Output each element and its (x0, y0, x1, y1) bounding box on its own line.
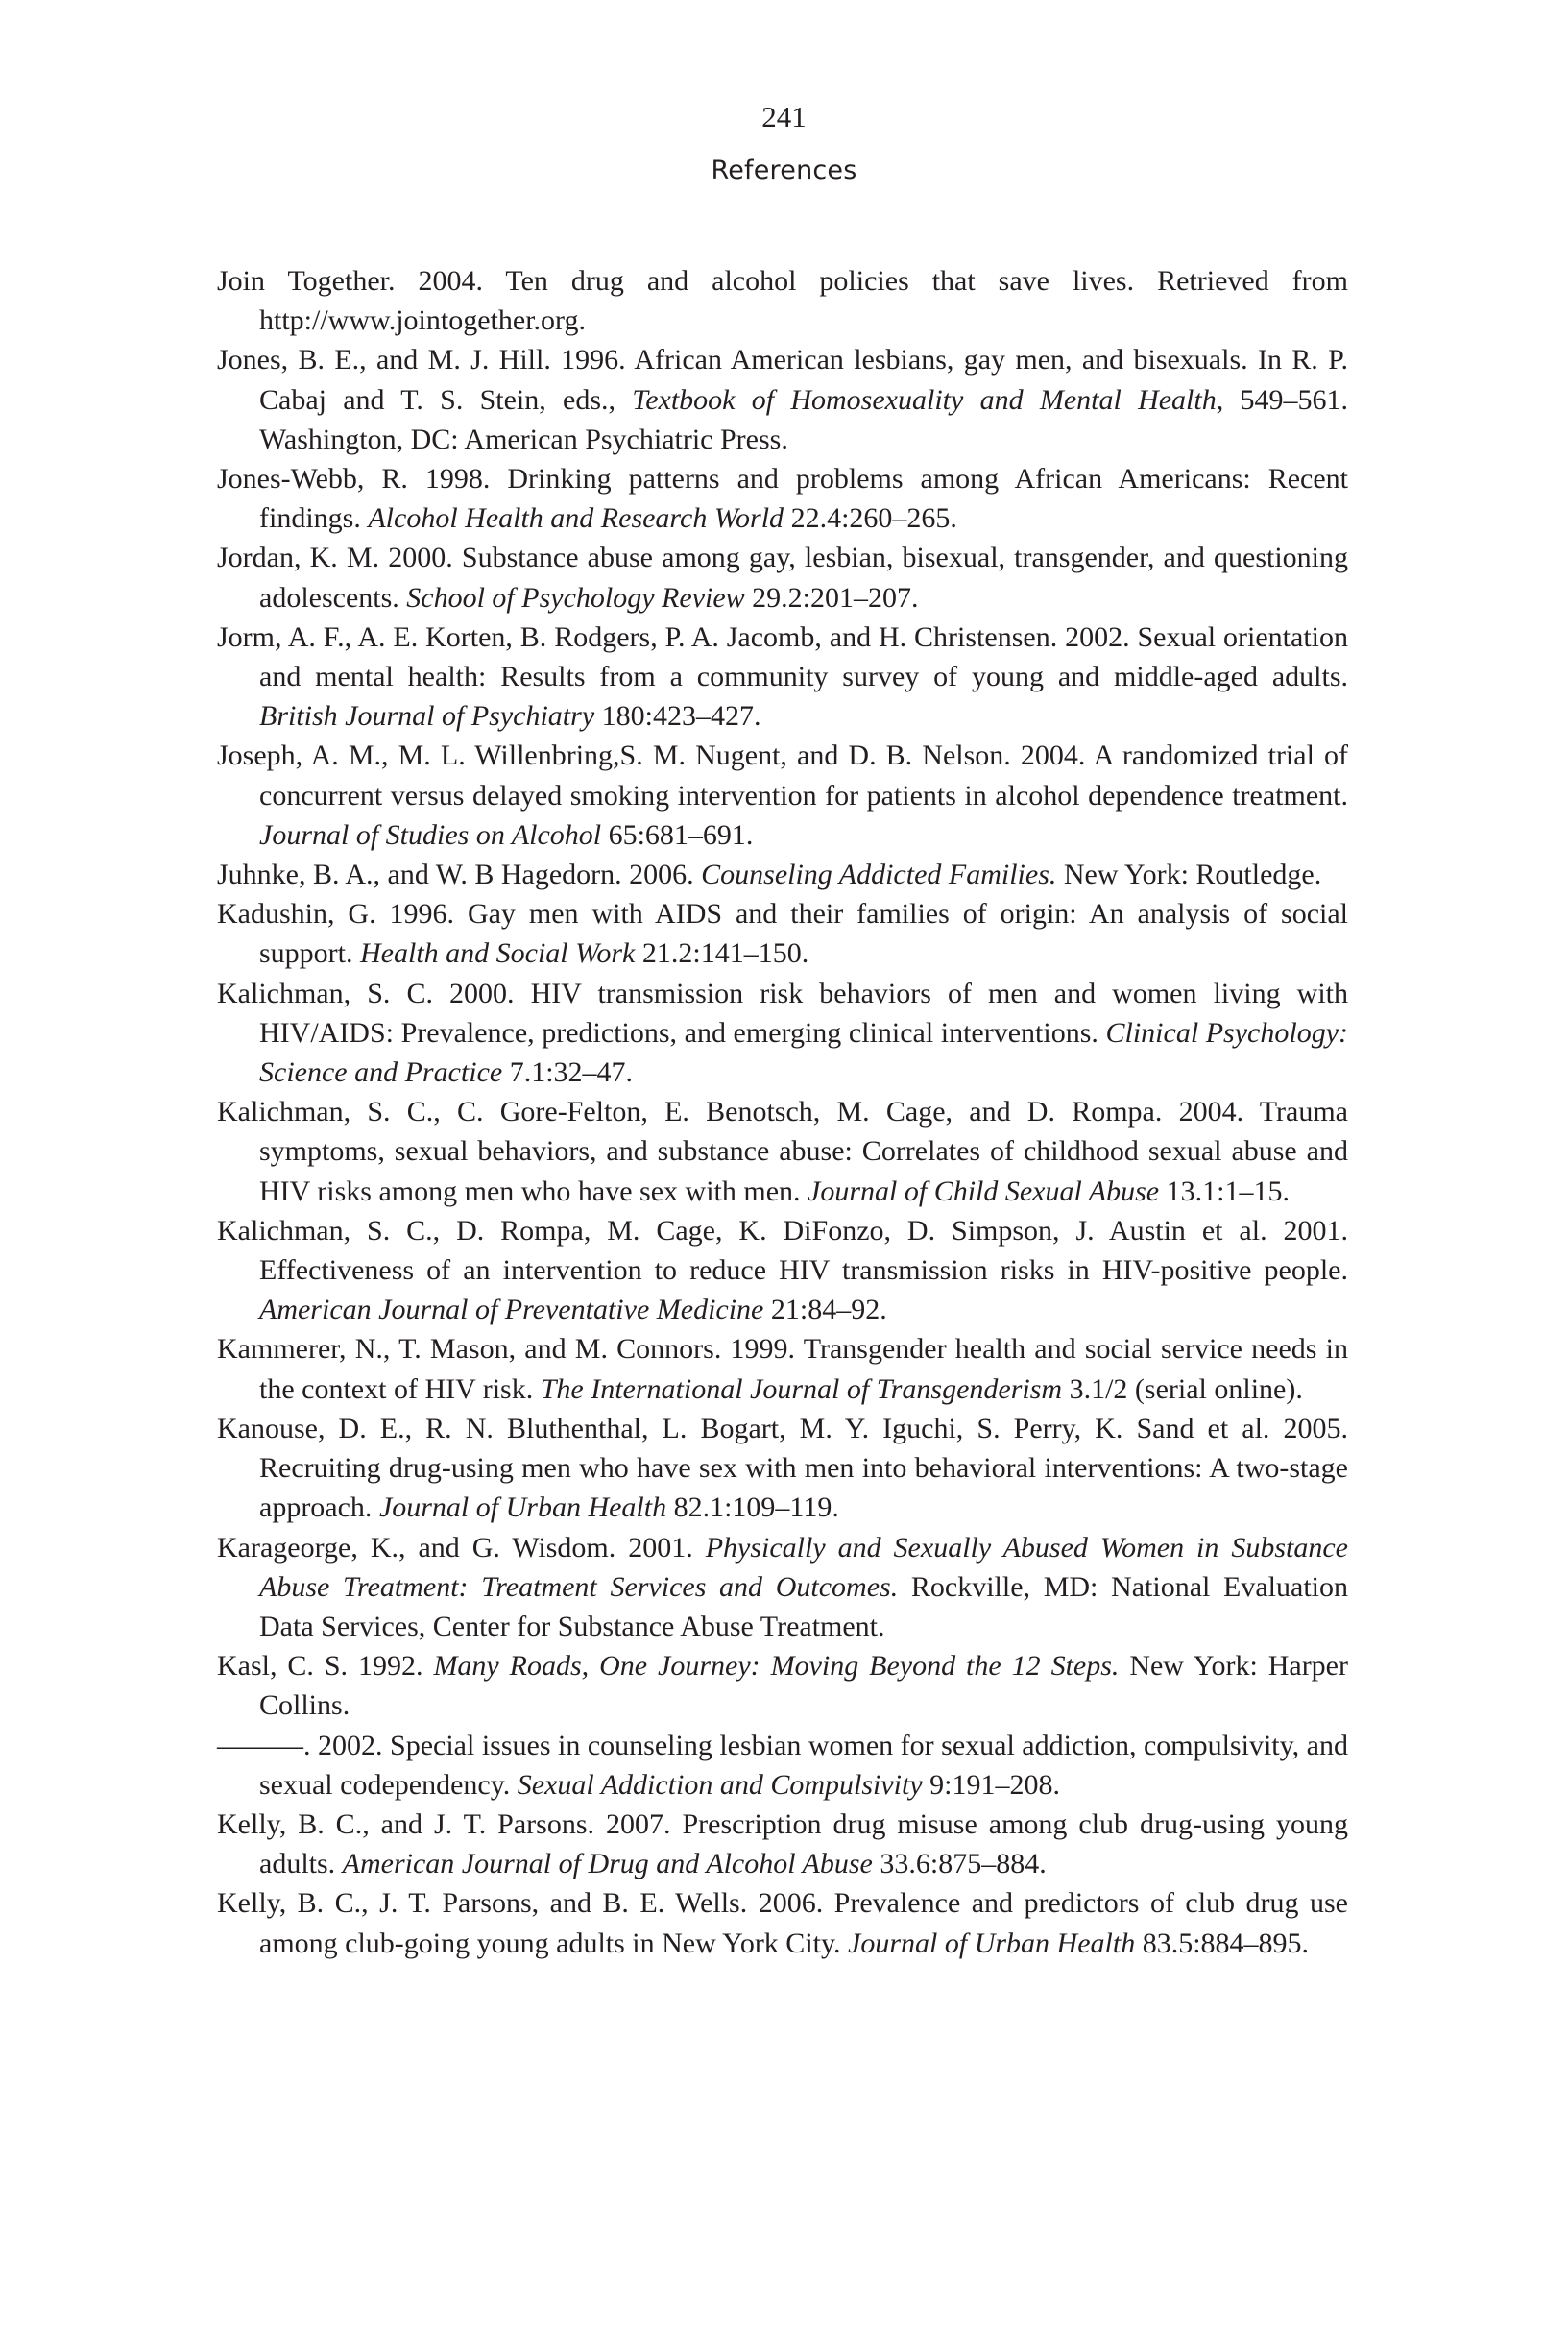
reference-entry: Juhnke, B. A., and W. B Hagedorn. 2006. Counseling Addicted Families. New York: Routledge. (217, 859, 1322, 891)
reference-title: Journal of Urban Health (848, 1927, 1136, 1959)
reference-entry: Kelly, B. C., J. T. Parsons, and B. E. Wells. 2006. Prevalence and predictors of club drug use among club-going young adults in New York City. Journal of Urban Health 83.5:884–895. (217, 1887, 1348, 1959)
reference-title: Health and Social Work (360, 937, 636, 970)
reference-entry: ———. 2002. Special issues in counseling lesbian women for sexual addiction, compulsivity, and sexual codependency. Sexual Addiction and Compulsivity 9:191–208. (217, 1729, 1348, 1801)
reference-entry: Joseph, A. M., M. L. Willenbring,S. M. Nugent, and D. B. Nelson. 2004. A randomized trial of concurrent versus delayed smoking intervention for patients in alcohol dependence treatment. Journal of Studies on Alcohol 65:681–691. (217, 740, 1348, 851)
reference-title: American Journal of Drug and Alcohol Abuse (342, 1848, 873, 1880)
reference-entry: Jorm, A. F., A. E. Korten, B. Rodgers, P. A. Jacomb, and H. Christensen. 2002. Sexual orientation and mental health: Results from a community survey of young and middle-aged adults. British Journal of Psychiatry 180:423–427. (217, 620, 1348, 733)
reference-entry: Kelly, B. C., and J. T. Parsons. 2007. Prescription drug misuse among club drug-using young adults. American Journal of Drug and Alcohol Abuse 33.6:875–884. (217, 1807, 1348, 1880)
reference-title: Physically and Sexually Abused Women in Substance Abuse Treatment: Treatment Services and Outcomes. (259, 1531, 1348, 1603)
reference-title: Clinical Psychology: Science and Practice (259, 1016, 1349, 1089)
reference-title: Sexual Addiction and Compulsivity (517, 1768, 923, 1801)
reference-title: Journal of Urban Health (378, 1491, 667, 1524)
reference-title: Alcohol Health and Research World (368, 502, 784, 535)
reference-list (217, 261, 1348, 1963)
reference-entry: Kalichman, S. C., D. Rompa, M. Cage, K. DiFonzo, D. Simpson, J. Austin et al. 2001. Effectiveness of an intervention to reduce HIV transmission risks in HIV-positive people. American Journal of Preventative Medicine 21:84–92. (217, 1214, 1348, 1326)
reference-entry: Kammerer, N., T. Mason, and M. Connors. 1999. Transgender health and social service needs in the context of HIV risk. The International Journal of Transgenderism 3.1/2 (serial online). (217, 1333, 1348, 1405)
reference-entry: Join Together. 2004. Ten drug and alcohol policies that save lives. Retrieved from http://www.jointogether.org. (217, 265, 1348, 337)
reference-entry: Kadushin, G. 1996. Gay men with AIDS and their families of origin: An analysis of social support. Health and Social Work 21.2:141–150. (217, 898, 1348, 970)
page-number: 241 (761, 100, 807, 133)
reference-entry: Karageorge, K., and G. Wisdom. 2001. Physically and Sexually Abused Women in Substance Abuse Treatment: Treatment Services and Outcomes. Rockville, MD: National Evaluation Data Services, Center for Substance Abuse Treatment. (217, 1531, 1348, 1642)
reference-title: British Journal of Psychiatry (259, 700, 595, 733)
reference-entry: Jordan, K. M. 2000. Substance abuse among gay, lesbian, bisexual, transgender, and questioning adolescents. School of Psychology Review 29.2:201–207. (217, 542, 1348, 614)
reference-title: Journal of Studies on Alcohol (259, 818, 602, 851)
reference-entry: Jones, B. E., and M. J. Hill. 1996. African American lesbians, gay men, and bisexuals. In R. P. Cabaj and T. S. Stein, eds., Textbook of Homosexuality and Mental Health, 549–561. Washington, DC: American Psychiatric Press. (217, 344, 1348, 455)
running-head: References (711, 156, 857, 185)
reference-title: Journal of Child Sexual Abuse (808, 1175, 1160, 1207)
reference-title: Many Roads, One Journey: Moving Beyond the 12 Steps. (433, 1650, 1120, 1683)
reference-title: Textbook of Homosexuality and Mental Health, (632, 383, 1224, 416)
reference-entry: Jones-Webb, R. 1998. Drinking patterns and problems among African Americans: Recent findings. Alcohol Health and Research World 22.4:260–265. (217, 463, 1348, 535)
reference-entry: Kalichman, S. C. 2000. HIV transmission risk behaviors of men and women living with HIV/AIDS: Prevalence, predictions, and emerging clinical interventions. Clinical Psychology: Science and Practice 7.1:32–47. (217, 977, 1349, 1089)
reference-title: American Journal of Preventative Medicine (259, 1294, 764, 1326)
reference-title: The International Journal of Transgenderism (540, 1372, 1063, 1405)
reference-title: Counseling Addicted Families. (701, 859, 1057, 891)
reference-entry: Kanouse, D. E., R. N. Bluthenthal, L. Bogart, M. Y. Iguchi, S. Perry, K. Sand et al. 2005. Recruiting drug-using men who have sex with men into behavioral interventions: A two-stage approach. Journal of Urban Health 82.1:109–119. (217, 1412, 1348, 1524)
reference-title: School of Psychology Review (406, 581, 745, 614)
reference-entry: Kasl, C. S. 1992. Many Roads, One Journey: Moving Beyond the 12 Steps. New York: Harper Collins. (217, 1650, 1348, 1722)
reference-entry: Kalichman, S. C., C. Gore-Felton, E. Benotsch, M. Cage, and D. Rompa. 2004. Trauma symptoms, sexual behaviors, and substance abuse: Correlates of childhood sexual abuse and HIV risks among men who have sex with men. Journal of Child Sexual Abuse 13.1:1–15. (217, 1096, 1348, 1207)
